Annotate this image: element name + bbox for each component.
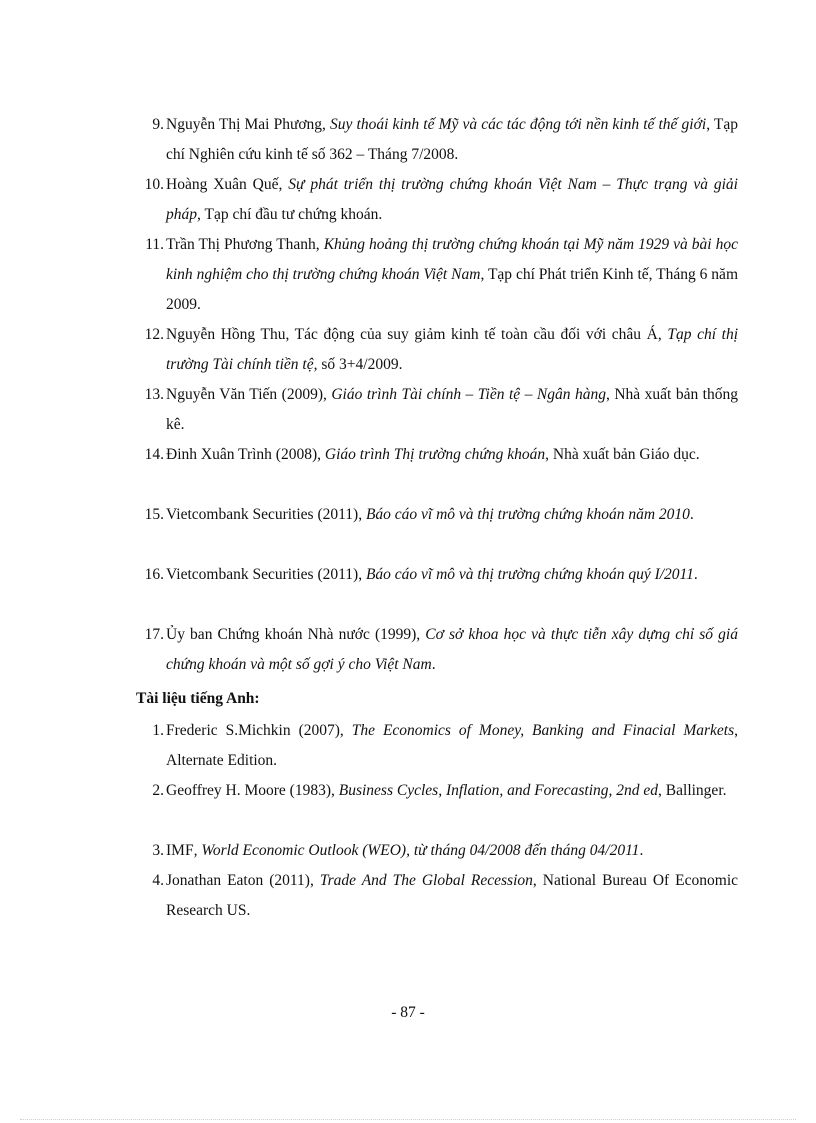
- reference-title: Báo cáo vĩ mô và thị trường chứng khoán quý I/2011: [365, 566, 694, 583]
- reference-item: [132, 866, 738, 926]
- reference-source: , Nhà xuất bản Giáo dục.: [545, 446, 700, 463]
- reference-source: , Tạp chí Nghiên cứu kinh tế số 362 – Tháng 7/2008.: [166, 116, 738, 163]
- reference-source: Tạp chí đầu tư chứng khoán.: [200, 206, 383, 223]
- reference-source: , Ballinger.: [658, 782, 727, 799]
- reference-item: [132, 836, 738, 866]
- reference-number: 11.: [145, 236, 164, 253]
- reference-author: IMF: [166, 842, 194, 859]
- reference-source: .: [639, 842, 644, 859]
- reference-title: Trade And The Global Recession: [319, 872, 533, 889]
- reference-author: Jonathan Eaton (2011),: [166, 872, 320, 889]
- reference-title: The Economics of Money, Banking and Finacial Markets: [351, 722, 735, 739]
- reference-source: .: [431, 656, 436, 673]
- reference-number: 4.: [152, 872, 164, 889]
- reference-author: Frederic S.Michkin (2007),: [166, 722, 352, 739]
- reference-source: , Nhà xuất bản thống kê.: [166, 386, 738, 433]
- reference-author: Nguyễn Văn Tiến (2009),: [166, 386, 332, 403]
- reference-number: 17.: [144, 626, 164, 643]
- reference-number: 1.: [152, 722, 164, 739]
- reference-item: [132, 170, 738, 230]
- reference-item: [132, 500, 738, 530]
- reference-item: [132, 716, 738, 776]
- reference-item: [132, 776, 738, 806]
- reference-title: Giáo trình Thị trường chứng khoán: [324, 446, 546, 463]
- reference-author: Đinh Xuân Trình (2008),: [166, 446, 325, 463]
- reference-number: 12.: [144, 326, 164, 343]
- reference-author: Nguyễn Hồng Thu, Tác động của suy giảm kinh tế toàn cầu đối với châu Á,: [166, 326, 668, 343]
- reference-source: số 3+4/2009.: [317, 356, 403, 373]
- reference-author: Vietcombank Securities (2011),: [166, 566, 366, 583]
- reference-title: Suy thoái kinh tế Mỹ và các tác động tới nền kinh tế thế giới: [330, 116, 707, 133]
- reference-item: [132, 560, 738, 590]
- section-heading: Tài liệu tiếng Anh:: [136, 690, 260, 707]
- reference-item: [132, 620, 738, 680]
- reference-number: 10.: [144, 176, 164, 193]
- reference-title: Khủng hoảng thị trường chứng khoán tại Mỹ năm 1929 và bài học kinh nghiệm cho thị trường chứng khoán Việt Nam: [166, 236, 738, 283]
- reference-author: Nguyễn Thị Mai Phương,: [166, 116, 331, 133]
- reference-number: 16.: [144, 566, 164, 583]
- reference-title: Cơ sở khoa học và thực tiễn xây dựng chỉ số giá chứng khoán và một số gợi ý cho Việt Nam: [166, 626, 738, 673]
- reference-number: 3.: [152, 842, 164, 859]
- page-number: - 87 -: [391, 1004, 425, 1021]
- reference-title: Báo cáo vĩ mô và thị trường chứng khoán năm 2010: [365, 506, 690, 523]
- reference-item: [132, 380, 738, 440]
- reference-title: Tạp chí thị trường Tài chính tiền tệ,: [166, 326, 739, 373]
- reference-number: 9.: [152, 116, 164, 133]
- reference-number: 2.: [152, 782, 164, 799]
- reference-author: Geoffrey H. Moore (1983),: [166, 782, 339, 799]
- reference-source: , Tạp chí Phát triển Kinh tế, Tháng 6 năm 2009.: [166, 266, 738, 313]
- reference-author: Ủy ban Chứng khoán Nhà nước (1999),: [166, 626, 426, 643]
- reference-author: Trần Thị Phương Thanh,: [166, 236, 324, 253]
- reference-item: [132, 440, 738, 470]
- page-bottom-divider: [20, 1119, 796, 1120]
- reference-source: .: [689, 506, 694, 523]
- reference-source: , Alternate Edition.: [166, 722, 739, 769]
- reference-number: 13.: [144, 386, 164, 403]
- reference-author: Hoàng Xuân Quế,: [166, 176, 289, 193]
- reference-author: Vietcombank Securities (2011),: [166, 506, 366, 523]
- reference-item: [132, 230, 738, 320]
- reference-source: , National Bureau Of Economic Research US.: [166, 872, 739, 919]
- reference-title: , World Economic Outlook (WEO), từ tháng 04/2008 đến tháng 04/2011: [193, 842, 640, 859]
- reference-item: [132, 110, 738, 170]
- reference-source: .: [693, 566, 698, 583]
- reference-title: Giáo trình Tài chính – Tiền tệ – Ngân hàng: [331, 386, 606, 403]
- reference-title: Business Cycles, Inflation, and Forecasting, 2nd ed: [338, 782, 659, 799]
- reference-number: 14.: [144, 446, 164, 463]
- reference-title: Sự phát triển thị trường chứng khoán Việt Nam – Thực trạng và giải pháp,: [166, 176, 738, 223]
- reference-number: 15.: [144, 506, 164, 523]
- reference-item: [132, 320, 738, 380]
